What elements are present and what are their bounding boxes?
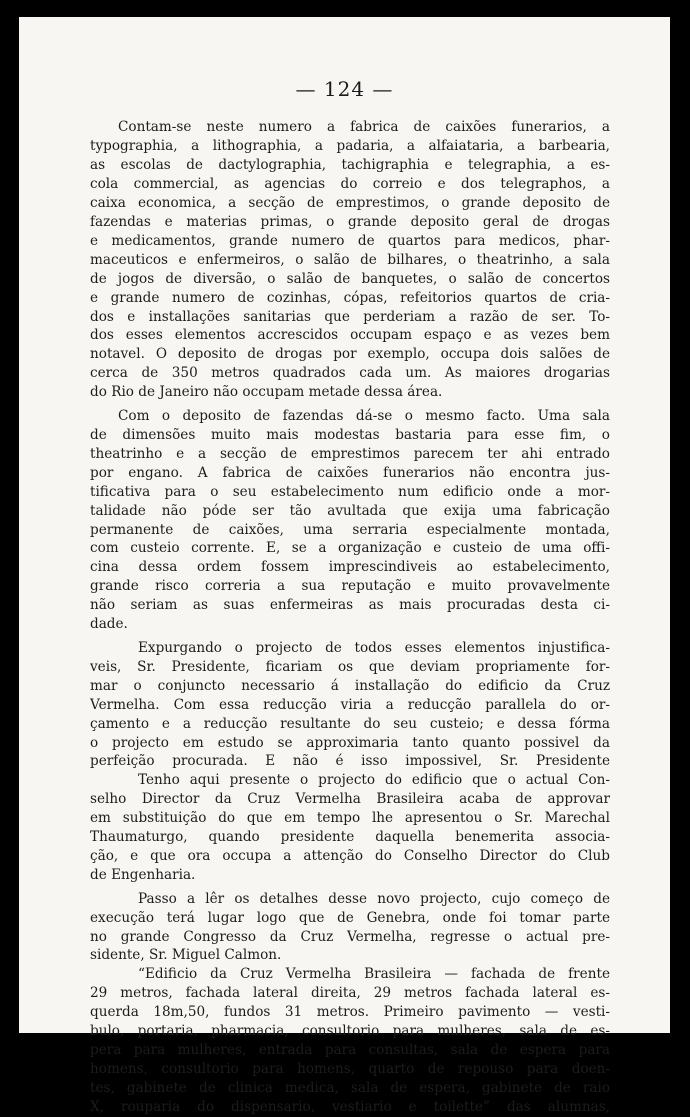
- text-line: do Rio de Janeiro não occupam metade dessa área.: [90, 384, 443, 401]
- text-line: Thaumaturgo, quando presidente daquella benemerita associa-: [90, 829, 610, 846]
- text-line: homens, consultorio para homens, quarto de repouso para doen-: [90, 1061, 610, 1078]
- text-line: cerca de 350 metros quadrados cada um. As maiores drogarias: [90, 365, 610, 382]
- text-line: Com o deposito de fazendas dá-se o mesmo facto. Uma sala: [118, 407, 610, 424]
- text-line: dade.: [90, 616, 128, 633]
- text-line: cina dessa ordem fossem imprescindiveis ao estabelecimento,: [90, 559, 610, 576]
- text-line: typographia, a lithographia, a padaria, a alfaiataria, a barbearia,: [90, 137, 610, 154]
- text-line: não seriam as suas enfermeiras as mais procuradas desta ci-: [90, 597, 610, 614]
- text-line: querda 18m,50, fundos 31 metros. Primeiro pavimento — vesti-: [90, 1004, 610, 1021]
- text-line: grande risco correria a sua reputação e muito provavelmente: [90, 578, 610, 595]
- text-line: o projecto em estudo se approximaria tanto quanto possivel da: [90, 734, 610, 751]
- text-line: execução terá lugar logo que de Genebra, onde foi tomar parte: [90, 909, 610, 926]
- text-line: tes, gabinete de clinica medica, sala de espera, gabinete de raio: [90, 1080, 610, 1097]
- text-line: selho Director da Cruz Vermelha Brasileira acaba de approvar: [90, 791, 610, 808]
- text-line: mar o conjuncto necessario á installação do edificio da Cruz: [90, 677, 610, 694]
- text-line: Contam-se neste numero a fabrica de caixões funerarios, a: [118, 119, 610, 135]
- text-line: no grande Congresso da Cruz Vermelha, regresse o actual pre-: [90, 928, 610, 945]
- text-line: maceuticos e enfermeiros, o salão de bilhares, o theatrinho, a sala: [90, 251, 610, 268]
- text-line: e grande numero de cozinhas, cópas, refeitorios quartos de cria-: [90, 289, 610, 306]
- text-line: por engano. A fabrica de caixões funerarios não encontra jus-: [90, 464, 610, 481]
- text-line: X, rouparia do dispensario, vestiario e toilette” das alumnas,: [90, 1099, 610, 1116]
- text-line: bulo, portaria, pharmacia, consultorio para mulheres, sala de es-: [90, 1023, 610, 1040]
- text-line: veis, Sr. Presidente, ficariam os que deviam propriamente for-: [90, 658, 610, 675]
- text-line: “Edificio da Cruz Vermelha Brasileira — fachada de frente: [138, 966, 610, 983]
- text-line: de jogos de diversão, o salão de banquetes, o salão de concertos: [90, 270, 610, 287]
- text-line: em substituição do que em tempo lhe apresentou o Sr. Marechal: [90, 810, 610, 827]
- text-line: dos esses elementos accrescidos occupam espaço e as vezes bem: [90, 327, 610, 344]
- text-line: com custeio corrente. E, se a organização e custeio de uma offi-: [90, 540, 610, 557]
- text-line: Tenho aqui presente o projecto do edificio que o actual Con-: [138, 772, 610, 789]
- text-line: çamento e a reducção resultante do seu custeio; e dessa fórma: [90, 715, 610, 732]
- text-line: sidente, Sr. Miguel Calmon.: [90, 947, 282, 964]
- text-line: caixa economica, a secção de emprestimos, o grande deposito de: [90, 194, 610, 211]
- text-line: de dimensões muito mais modestas bastaria para esse fim, o: [90, 426, 610, 443]
- paragraph-1: [90, 118, 610, 402]
- book-page: [19, 17, 670, 1116]
- text-line: Vermelha. Com essa reducção viria a reducção parallela do or-: [90, 696, 610, 713]
- paragraph-2: [90, 407, 610, 634]
- paragraph-3: [90, 639, 610, 885]
- text-line: dos e installações sanitarias que perderiam a razão de ser. To-: [90, 308, 610, 325]
- text-line: ção, e que ora occupa a attenção do Conselho Director do Club: [90, 848, 610, 865]
- text-line: Passo a lêr os detalhes desse novo projecto, cujo começo de: [138, 890, 610, 907]
- text-line: pera para mulheres, entrada para consultas, sala de espera para: [90, 1042, 610, 1059]
- page-body: [90, 118, 610, 1117]
- text-line: perfeição procurada. E não é isso impossivel, Sr. Presidente: [90, 753, 610, 770]
- text-line: notavel. O deposito de drogas por exemplo, occupa dois salões de: [90, 346, 610, 363]
- text-line: permanente de caixões, uma serraria especialmente montada,: [90, 521, 610, 538]
- text-line: fazendas e materias primas, o grande deposito geral de drogas: [90, 213, 610, 230]
- page-number: — 124 —: [295, 77, 394, 101]
- text-line: Expurgando o projecto de todos esses elementos injustifica-: [138, 639, 610, 656]
- text-line: de Engenharia.: [90, 867, 196, 884]
- paragraph-4: [90, 890, 610, 1117]
- text-line: theatrinho e a secção de emprestimos parecem ter ahi entrado: [90, 445, 610, 462]
- text-line: e medicamentos, grande numero de quartos para medicos, phar-: [90, 232, 610, 249]
- text-line: 29 metros, fachada lateral direita, 29 metros fachada lateral es-: [90, 985, 610, 1002]
- text-line: as escolas de dactylographia, tachigraphia e telegraphia, a es-: [90, 156, 610, 173]
- text-line: cola commercial, as agencias do correio e dos telegraphos, a: [90, 175, 610, 192]
- text-line: tificativa para o seu estabelecimento num edificio onde a mor-: [90, 483, 610, 500]
- text-line: talidade não póde ser tão avultada que exija uma fabricação: [90, 502, 610, 519]
